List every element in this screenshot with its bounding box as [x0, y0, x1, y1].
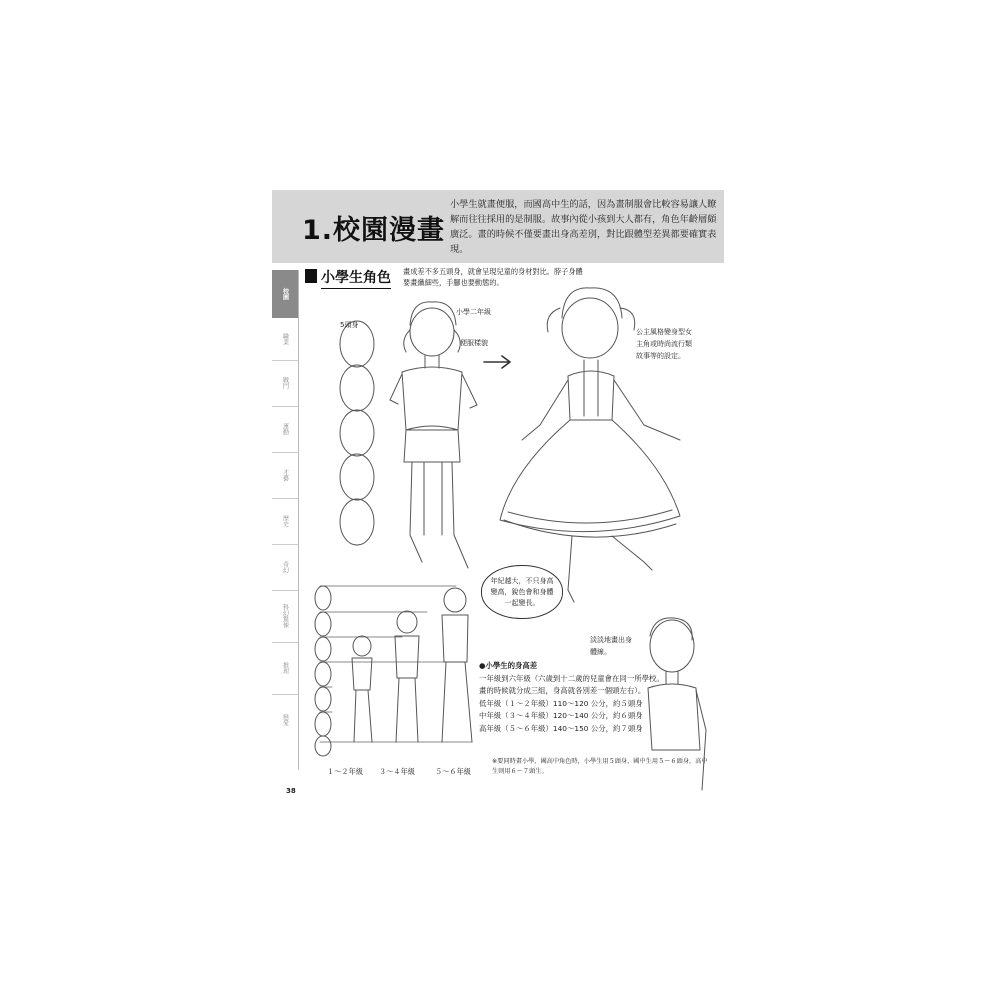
- tab-fantasy[interactable]: 奇幻: [281, 561, 289, 573]
- tab-history[interactable]: 歷史: [281, 515, 289, 527]
- tab-arts[interactable]: 才藝: [281, 469, 289, 481]
- tab-sports[interactable]: 運動: [281, 423, 289, 435]
- tab-career[interactable]: 職業: [281, 333, 289, 345]
- grade-label-high: ５～６年級: [435, 767, 471, 776]
- casual-label: 便服樣貌: [460, 339, 488, 347]
- transform-arrow-icon: [484, 356, 510, 368]
- bubble-text: 年紀越大，不只身高變高，銳色會和身體一起變長。: [490, 576, 554, 607]
- tab-mystery[interactable]: 推理: [281, 662, 289, 674]
- page-title: 1.校園漫畫: [302, 215, 446, 246]
- princess-label: 公主風格變身型女主角或時尚流行類故事等的設定。: [636, 328, 692, 360]
- book-page: [272, 190, 724, 800]
- info-heading: ●小學生的身高差: [479, 661, 538, 670]
- height-info-block: [479, 660, 669, 735]
- speech-bubble: [481, 565, 563, 619]
- head-proportion-ovals: [340, 321, 374, 545]
- grade-label-mid: ３～４年級: [379, 767, 415, 776]
- height-comparison-drawing: [315, 586, 472, 756]
- head-count-label: 5頭身: [340, 321, 359, 329]
- light-lines-label: 淡淡地畫出身體線。: [590, 636, 632, 656]
- footnote: ※要同時畫小學、國高中角色時，小學生用５頭身，國中生用５～６頭身，高中生則用６～７頭生。: [492, 758, 708, 775]
- section-note: 畫成差不多五頭身，就會呈現兒童的身材對比。脖子身體要畫纖細些，手腳也要動態的。: [403, 267, 583, 287]
- info-row-low: 低年級（１～２年級）110〜120 公分，約５頭身: [479, 698, 643, 708]
- tab-battle[interactable]: 戰鬥: [281, 377, 289, 389]
- grade2-label: 小學二年級: [456, 308, 491, 316]
- page-number: 38: [286, 787, 296, 795]
- grade-label-low: １～２年級: [327, 767, 363, 776]
- tab-school[interactable]: 校園: [272, 270, 298, 318]
- intro-text: 小學生就畫便服，而國高中生的話，因為畫制服會比較容易讓人瞭解而往往採用的是制服。故事內從小孩到大人都有，角色年齡層頗廣泛。畫的時候不僅要畫出身高差別，對比跟體型差異都要確實表現。: [450, 199, 717, 255]
- tab-scifi[interactable]: 科幻驚悚: [281, 604, 289, 628]
- info-row-mid: 中年級（３～４年級）120〜140 公分，約６頭身: [479, 711, 643, 720]
- info-row-high: 高年級（５～６年級）140〜150 公分，約７頭身: [479, 723, 643, 733]
- tab-romance[interactable]: 戀愛: [281, 714, 289, 726]
- info-body: 一年級到六年級（六歲到十二歲的兒童會在同一所學校。畫的時候就分成三組，身高就各別差一個頭左右）。: [479, 673, 664, 695]
- section-title: 小學生角色: [321, 267, 391, 289]
